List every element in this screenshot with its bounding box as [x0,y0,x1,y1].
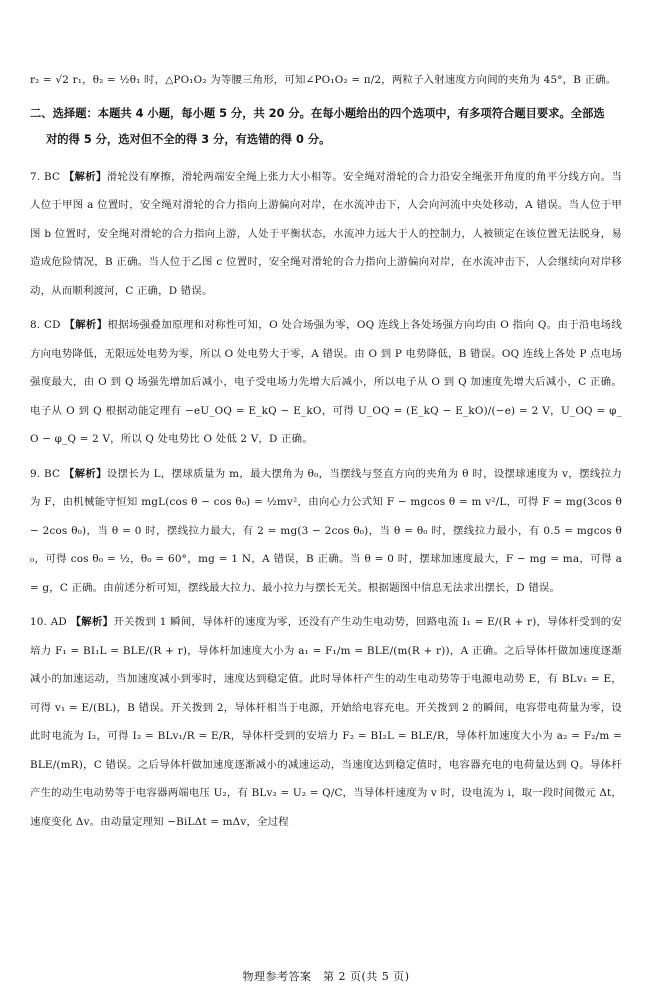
question-7-analysis [30,163,622,306]
section-title-continued: 对的得 5 分，选对但不全的得 3 分，有选错的得 0 分。 [46,132,331,146]
question-8-answer: 8. CD [30,319,61,331]
question-9-answer: 9. BC [30,467,61,480]
question-9-analysis [30,460,626,603]
question-9-tag: 【解析】 [63,467,107,480]
question-7-answer: 7. BC [30,170,61,183]
question-10-text: 开关拨到 1 瞬间，导体杆的速度为零，还没有产生动生电动势，回路电流 I₁ = E/(R + r)，导体杆受到的安培力 F₁ = BI₁L = BLE/(R + r)，导体杆加速度大小为 a₁ = F₁/m = BLE/(m(R + r))，A 正确。之后导体杆做加速度逐渐减小的加速运动，当加速度减小到零时，速度达到稳定值。此时导体杆产生的动生电动势等于电源电动势 E，有 BLv₁ = E，可得 v₁ = E/(BL)，B 错误。开关拨到 2，导体杆相当于电源，开始给电容充电。开关拨到 2 的瞬间，电容带电荷量为零，设此时电流为 I₂，可得 I₂ = BLv₁/R = E/R，导体杆受到的安培力 F₂ = BI₂L = BLE/R，导体杆加速度大小为 a₂ = F₂/m = BLE/(mR)，C 错误。之后导体杆做加速度逐渐减小的减速运动，当速度达到稳定值时，电容器充电的电荷量达到 Q。导体杆产生的动生电动势等于电容器两端电压 U₂，有 BLv₂ = U₂ = Q/C，当导体杆速度为 v 时，设电流为 i，取一段时间微元 Δt，速度变化 Δv。由动量定理知 −BiLΔt = mΔv，全过程 [30,616,626,828]
question-8-text: 根据场强叠加原理和对称性可知，O 处合场强为零，OQ 连线上各处场强方向均由 O 指向 Q。由于沿电场线方向电势降低，无限远处电势为零，所以 O 处电势大于零，A 错误。由 O 到 P 电势降低，B 错误。OQ 连线上各处 P 点电场强度最大，由 O 到 Q 场强先增加后减小，电子受电场力先增大后减小，所以电子从 O 到 Q 加速度先增大后减小，C 正确。电子从 O 到 Q 根据动能定理有 −eU_OQ = E_kQ − E_kO，可得 U_OQ = (E_kQ − E_kO)/(−e) = 2 V，U_OQ = φ_O − φ_Q = 2 V，所以 Q 处电势比 O 处低 2 V，D 正确。 [30,319,622,445]
question-10-tag: 【解析】 [70,616,114,628]
question-7-tag: 【解析】 [63,170,107,183]
section-heading [30,101,622,153]
page-footer: 物理参考答案 第 2 页(共 5 页) [242,970,410,983]
question-8-tag: 【解析】 [64,319,108,331]
question-10-answer: 10. AD [30,616,67,628]
section-title: 二、选择题：本题共 4 小题，每小题 5 分，共 20 分。在每小题给出的四个选项中，有多项符合题目要求。全部选 [30,106,605,120]
question-9-text: 设摆长为 L，摆球质量为 m，最大摆角为 θ₀，当摆线与竖直方向的夹角为 θ 时，设摆球速度为 v，摆线拉力为 F，由机械能守恒知 mgL(cos θ − cos θ₀) = ½mv²，由向心力公式知 F − mgcos θ = m v²/L，可得 F = mg(3cos θ − 2cos θ₀)，当 θ = 0 时，摆线拉力最大，有 2 = mg(3 − 2cos θ₀)，当 θ = θ₀ 时，摆线拉力最小，有 0.5 = mgcos θ₀，可得 cos θ₀ = ½，θ₀ = 60°，mg = 1 N，A 错误，B 正确。当 θ = 0 时，摆球加速度最大，F − mg = ma，可得 a = g，C 正确。由前述分析可知，摆线最大拉力、最小拉力与摆长无关。根据题图中信息无法求出摆长，D 错误。 [30,467,626,594]
continued-paragraph: r₂ = √2 r₁，θ₂ = ½θ₁ 时，△PO₁O₂ 为等腰三角形，可知∠PO₁O₂ = π/2，两粒子入射速度方向间的夹角为 45°，B 正确。 [30,74,617,86]
question-7-text: 滑轮没有摩擦，滑轮两端安全绳上张力大小相等。安全绳对滑轮的合力沿安全绳张开角度的角平分线方向。当人位于甲图 a 位置时，安全绳对滑轮的合力指向上游偏向对岸，在水流冲击下，人会向河流中央处移动，A 错误。当人位于甲图 b 位置时，安全绳对滑轮的合力指向上游，人处于平衡状态，水流冲力远大于人的控制力，人被锁定在该位置无法脱身，易造成危险情况，B 正确。当人位于乙图 c 位置时，安全绳对滑轮的合力指向上游偏向对岸，在水流冲击下，人会继续向对岸移动，从而顺利渡河，C 正确，D 错误。 [30,170,622,297]
question-10-analysis [30,608,626,836]
question-8-analysis [30,311,622,454]
